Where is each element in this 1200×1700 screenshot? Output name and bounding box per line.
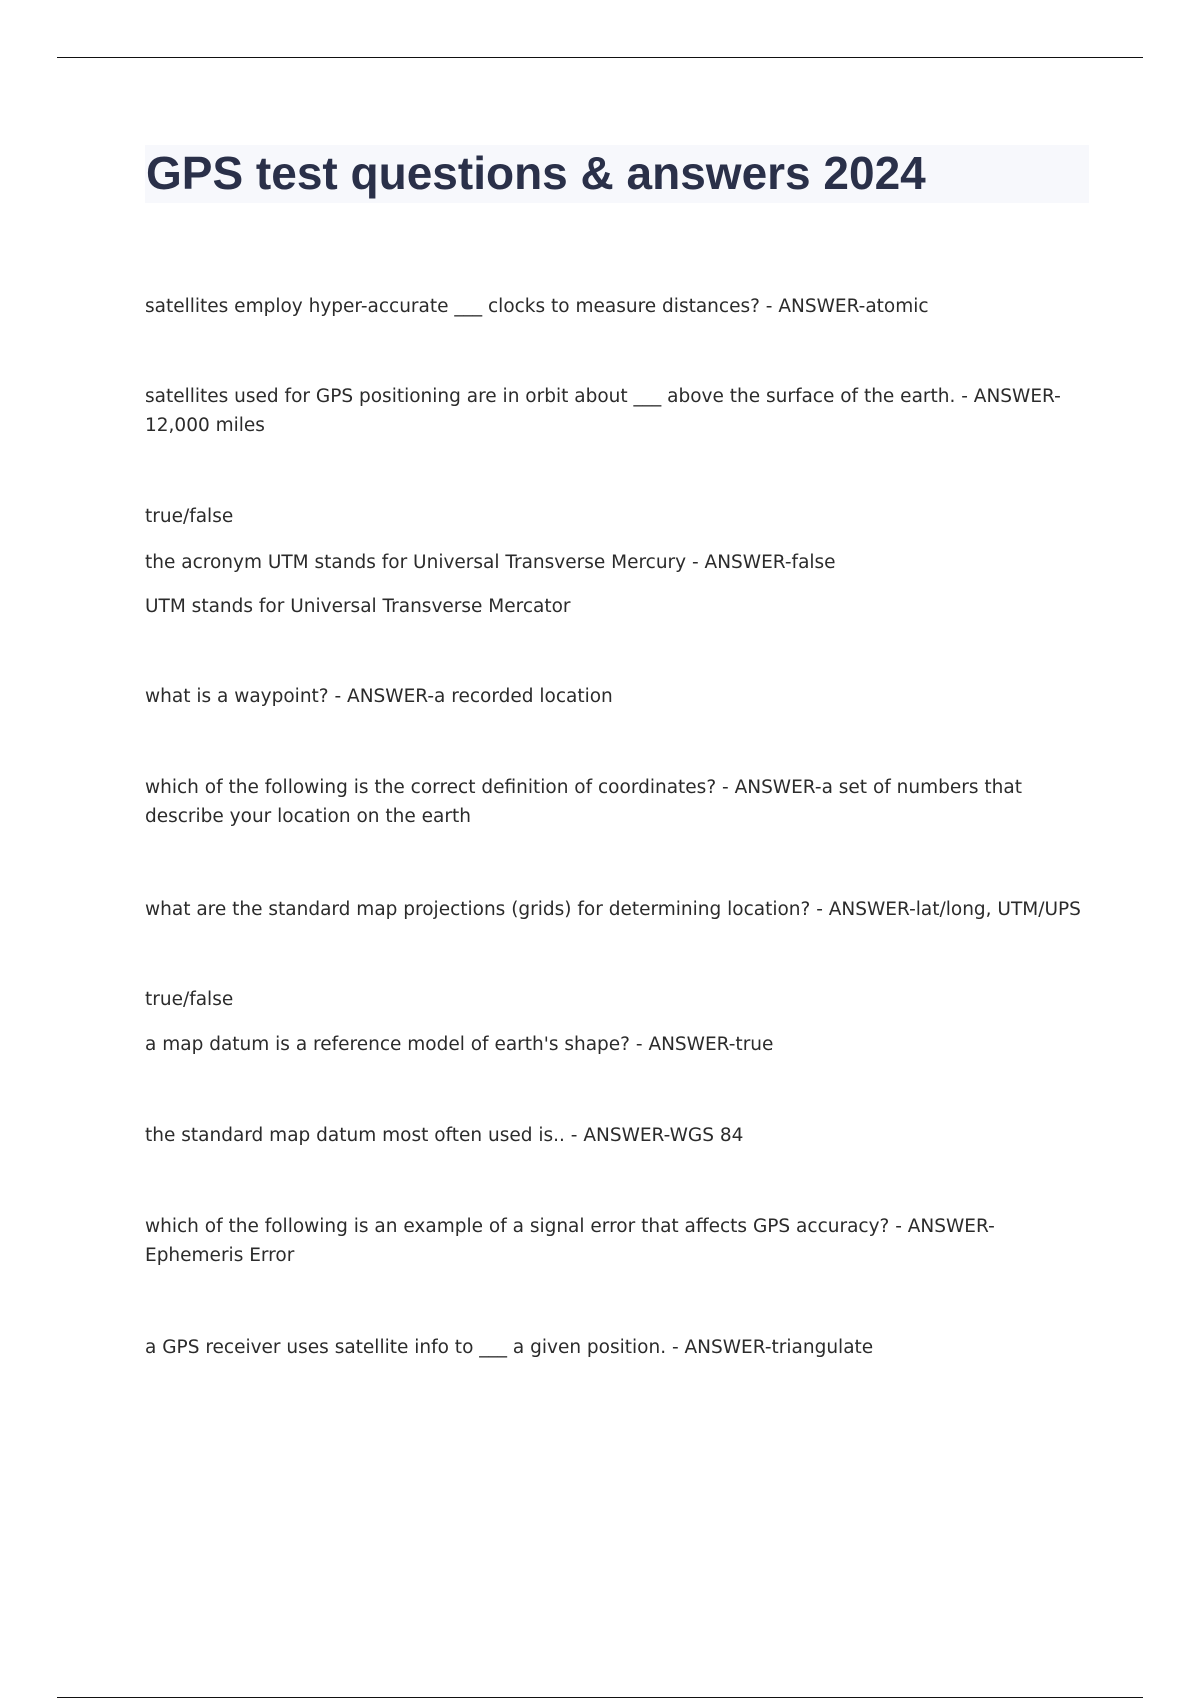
qa-line-map-datum: a map datum is a reference model of earth's shape? - ANSWER-true (145, 1034, 774, 1055)
qa-line-waypoint: what is a waypoint? - ANSWER-a recorded location (145, 686, 613, 707)
qa-line-standard-datum: the standard map datum most often used is.. - ANSWER-WGS 84 (145, 1125, 744, 1146)
top-rule (57, 57, 1143, 58)
qa-line-signal-error: which of the following is an example of a signal error that affects GPS accuracy? - ANSWER-Ephemeris Error (145, 1216, 995, 1266)
qa-line-coordinates: which of the following is the correct definition of coordinates? - ANSWER-a set of numbers that describe your location on the earth (145, 777, 1022, 827)
qa-line-true-false-label: true/false (145, 506, 234, 527)
qa-line-utm-question: the acronym UTM stands for Universal Transverse Mercury - ANSWER-false (145, 552, 836, 573)
qa-line-true-false-label: true/false (145, 989, 234, 1010)
bottom-rule (57, 1697, 1143, 1698)
qa-line-atomic-clocks: satellites employ hyper-accurate ___ clocks to measure distances? - ANSWER-atomic (145, 296, 929, 317)
qa-line-map-projections: what are the standard map projections (grids) for determining location? - ANSWER-lat/long, UTM/UPS (145, 899, 1081, 920)
qa-line-orbit-altitude: satellites used for GPS positioning are in orbit about ___ above the surface of the earth. - ANSWER-12,000 miles (145, 386, 1061, 436)
qa-line-utm-explanation: UTM stands for Universal Transverse Mercator (145, 596, 571, 617)
document-title: GPS test questions & answers 2024 (146, 147, 926, 199)
qa-line-triangulate: a GPS receiver uses satellite info to ___ a given position. - ANSWER-triangulate (145, 1337, 874, 1358)
